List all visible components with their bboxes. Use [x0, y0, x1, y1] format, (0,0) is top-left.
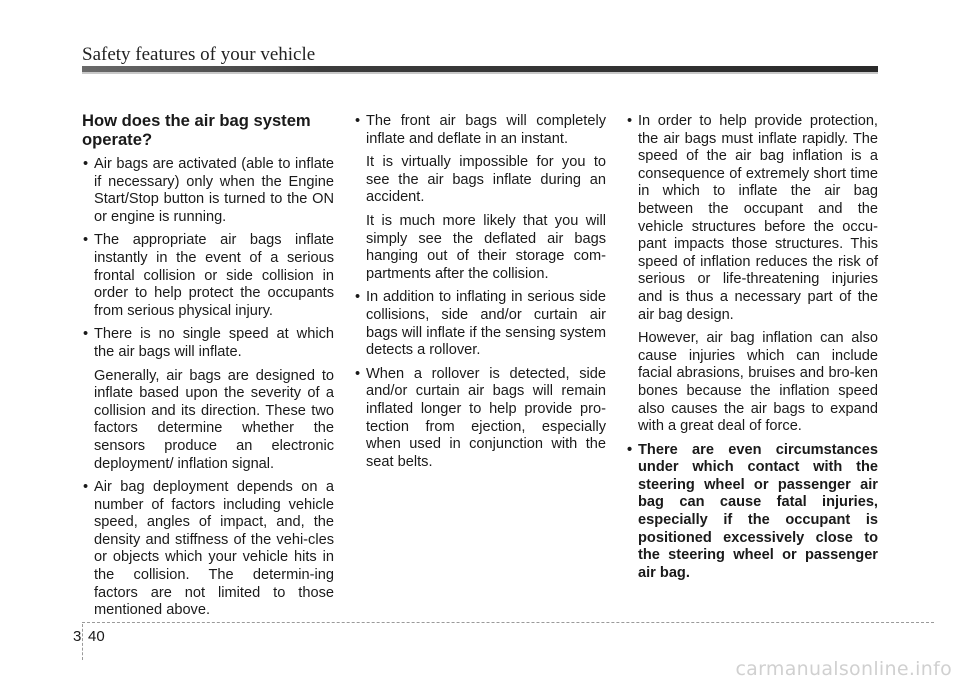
page-header-title: Safety features of your vehicle [82, 44, 316, 65]
bullet-continuation: It is virtually impossible for you to see the air bags inflate during an accident. [366, 154, 606, 206]
bullet-item: • Air bags are activated (able to inflate if necessary) only when the Engine Start/Stop button is turned to the ON or engine is running. [82, 156, 334, 226]
text-column-1 [82, 111, 334, 626]
bullet-continuation: It is much more likely that you will simply see the deflated air bags hanging out of their storage com-partments after the collision. [366, 212, 606, 282]
footer-rule [82, 622, 934, 623]
bullet-item: • Air bag deployment depends on a number of factors including vehicle speed, angles of impact, and, the density and stiffness of the vehi-cles or objects which your vehicle hits in the collision. The determin-ing factors are not limited to those mentioned above. [82, 479, 334, 620]
text-column-3 [626, 113, 878, 588]
bullet-item: • There is no single speed at which the air bags will inflate. [82, 326, 334, 361]
footer-divider [82, 624, 83, 660]
warning-bullet: • There are even circumstances under which contact with the steering wheel or passenger air bag can cause fatal injuries, especially if the occupant is positioned excessively close to the steering wheel or passenger air bag. [626, 442, 878, 583]
page-number: 40 [88, 628, 105, 645]
chapter-number: 3 [73, 628, 82, 645]
bullet-item: • When a rollover is detected, side and/or curtain air bags will remain inflated longer to help provide pro-tection from ejection, especially when used in conjunction with the seat belts. [354, 366, 606, 472]
bullet-item: • In order to help provide protection, the air bags must inflate rapidly. The speed of the air bag inflation is a consequence of extremely short time in which to inflate the air bag between the occupant and the vehicle structures before the occu-pant impacts those structures. This speed of inflation reduces the risk of serious or life-threatening injuries and is thus a necessary part of the air bag design. [626, 113, 878, 324]
bullet-item: • In addition to inflating in serious side collisions, side and/or curtain air bags will inflate if the sensing system detects a rollover. [354, 289, 606, 359]
bullet-item: • The appropriate air bags inflate instantly in the event of a serious frontal collision or side collision in order to help protect the occupants from serious physical injury. [82, 232, 334, 320]
header-rule-shadow [82, 72, 878, 74]
section-heading: How does the air bag system operate? [82, 111, 311, 149]
bullet-continuation: However, air bag inflation can also cause injuries which can include facial abrasions, bruises and bro-ken bones because the inflation speed also causes the air bags to expand with a great deal of force. [638, 330, 878, 435]
bullet-item: • The front air bags will completely inflate and deflate in an instant. [354, 113, 606, 148]
watermark: carmanualsonline.info [735, 658, 952, 680]
text-column-2 [354, 113, 606, 477]
bullet-continuation: Generally, air bags are designed to inflate based upon the severity of a collision and its direction. These two factors determine whether the sensors produce an electronic deployment/ inflation signal. [94, 367, 334, 472]
